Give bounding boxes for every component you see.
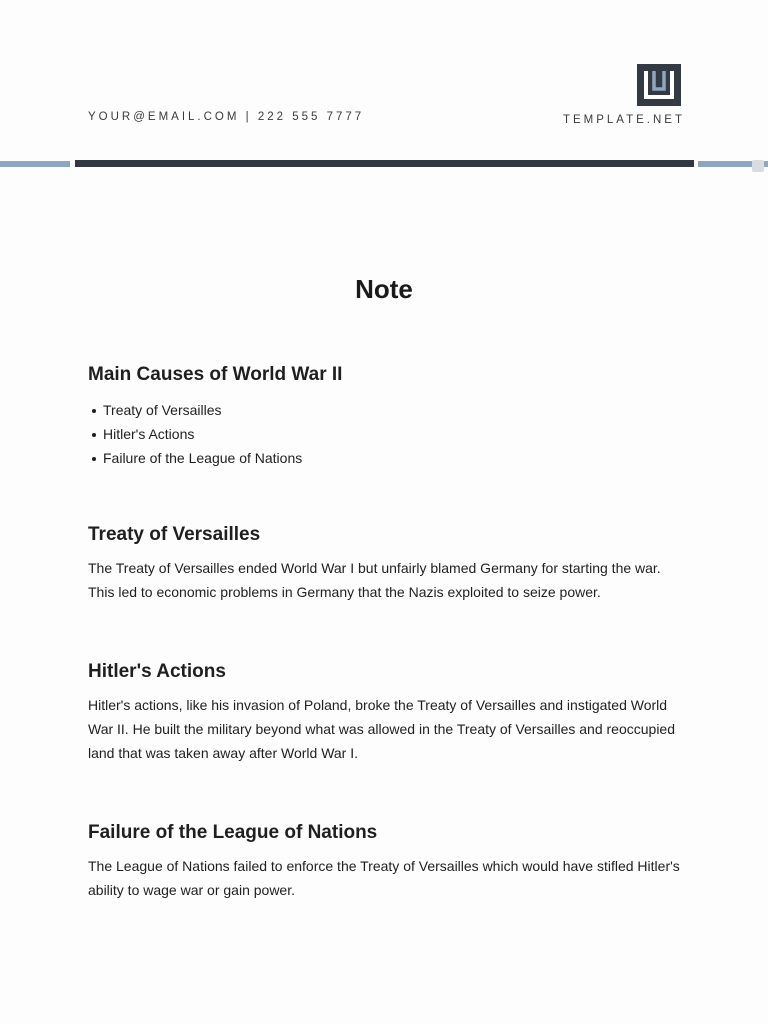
section-heading: Hitler's Actions: [88, 661, 226, 682]
hitler-section: [88, 660, 688, 765]
section-body: Hitler's actions, like his invasion of Poland, broke the Treaty of Versailles and instigated World War II. He built the military beyond what was allowed in the Treaty of Versailles and reoccupied land that was taken away after World War I.: [88, 697, 675, 761]
causes-heading: Main Causes of World War II: [88, 364, 343, 385]
contact-info: YOUR@EMAIL.COM | 222 555 7777: [88, 111, 365, 123]
causes-list: [88, 398, 688, 470]
section-body: The League of Nations failed to enforce the Treaty of Versailles which would have stifled Hitler's ability to wage war or gain power.: [88, 858, 680, 898]
section-body: The Treaty of Versailles ended World War I but unfairly blamed Germany for starting the war. This led to economic problems in Germany that the Nazis exploited to seize power.: [88, 560, 661, 600]
page-title: Note: [355, 274, 413, 304]
accent-rule-left: [0, 161, 70, 167]
page-corner-icon: [752, 160, 764, 172]
header-divider: [75, 160, 694, 167]
causes-section: [88, 363, 688, 470]
brand-name: TEMPLATE.NET: [562, 114, 685, 126]
list-item: Treaty of Versailles: [88, 398, 688, 422]
list-item: Failure of the League of Nations: [88, 446, 688, 470]
template-logo-icon: [637, 64, 681, 106]
treaty-section: [88, 523, 688, 604]
list-item: Hitler's Actions: [88, 422, 688, 446]
section-heading: Failure of the League of Nations: [88, 822, 378, 843]
section-heading: Treaty of Versailles: [88, 524, 261, 545]
league-section: [88, 821, 688, 902]
